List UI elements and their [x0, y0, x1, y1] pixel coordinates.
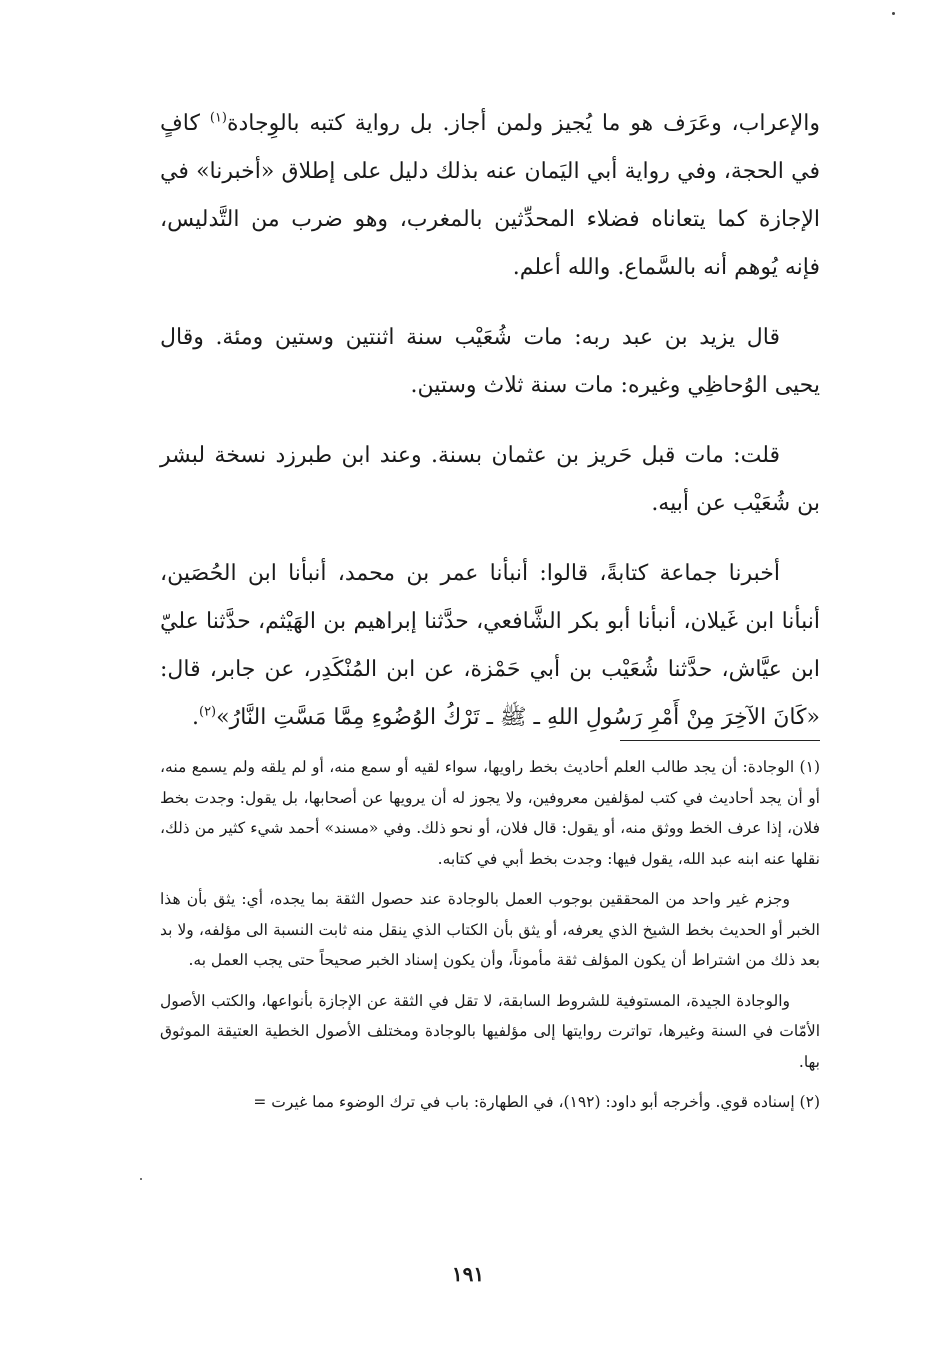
paragraph-3: [160, 432, 820, 528]
footnote-divider: [620, 740, 820, 741]
paragraph-4-text: أخبرنا جماعة كتابةً، قالوا: أنبأنا عمر بن محمد، أنبأنا ابن الحُصَين، أنبأنا ابن غَيلان، أنبأنا أبو بكر الشَّافعي، حدَّثنا إبراهيم بن الهَيْثم، حدَّثنا عليّ ابن عيَّاش، حدَّثنا شُعَيْب بن أبي حَمْزة، عن ابن المُنْكَدِر، عن جابر، قال: «كَانَ الآخِرَ مِنْ أَمْرِ رَسُولِ اللهِ ـ ﷺ ـ تَرْكُ الوُضُوءِ مِمَّا مَسَّتِ النَّارُ»: [160, 561, 820, 730]
footnote-1-continuation-b: والوجادة الجيدة، المستوفية للشروط السابقة، لا تقل في الثقة عن الإجازة بأنواعها، والكتب الأصول الأمّات في السنة وغيرها، تواترت روايتها إلى مؤلفيها بالوجادة ومختلف الأصول الخطية العتيقة الموثوق بها.: [160, 991, 821, 1071]
scan-speck: [140, 1178, 142, 1180]
footnote-ref-2[interactable]: (٢): [198, 704, 217, 720]
footnote-1-continuation-a: وجزم غير واحد من المحققين بوجوب العمل بالوجادة عند حصول الثقة بما يجده، أي: يثق بأن هذا الخبر أو الحديث بخط الشيخ الذي يعرفه، أو يثق بأن الكتاب الذي ينقل منه ثابت النسبة الى مؤلفه، ولا بد بعد ذلك من اشتراط أن يكون المؤلف ثقة مأموناً، وأن يكون إسناد الخبر صحيحاً حتى يجب العمل به.: [160, 890, 820, 969]
paragraph-1: [160, 100, 820, 292]
footnote-2: (٢) إسناده قوي. وأخرجه أبو داود: (١٩٢)، في الطهارة: باب في ترك الوضوء مما غيرت =: [253, 1093, 820, 1111]
paragraph-4-text-after: .: [191, 705, 199, 730]
paragraph-3-text: قلت: مات قبل حَريز بن عثمان بسنة. وعند ابن طبرزد نسخة لبشر بن شُعَيْب عن أبيه.: [160, 443, 820, 516]
page-number: ١٩١: [451, 1262, 485, 1286]
paragraph-4: [160, 550, 820, 742]
footnotes: [160, 752, 820, 1128]
paragraph-1-text-after: كافٍ في الحجة، وفي رواية أبي اليَمان عنه بذلك دليل على إطلاق «أخبرنا» في الإجازة كما يتعاناه فضلاء المحدِّثين بالمغرب، وهو ضرب من التَّدليس، فإنه يُوهم أنه بالسَّماع. والله أعلم.: [160, 111, 820, 280]
main-text: [160, 100, 820, 764]
scan-speck: [892, 12, 895, 15]
footnote-1: (١) الوجادة: أن يجد طالب العلم أحاديث بخط راويها، سواء لقيه أو سمع منه، أو لم يلقه ولم يسمع منه، أو أن يجد أحاديث في كتب لمؤلفين معروفين، ولا يجوز له أن يرويها عن أصحابها، بل يقول: وجدت بخط فلان، إذا عرف الخط ووثق منه، أو يقول: قال فلان، أو نحو ذلك. وفي «مسند» أحمد شيء كثير من ذلك، نقلها عنه ابنه عبد الله، يقول فيها: وجدت بخط أبي في كتابه.: [160, 758, 820, 868]
paragraph-1-text: والإعراب، وعَرَف هو ما يُجيز ولمن أجاز. بل رواية كتبه بالوِجادة: [226, 111, 821, 136]
paragraph-2: [160, 314, 820, 410]
footnote-ref-1[interactable]: (١): [209, 110, 227, 126]
paragraph-2-text: قال يزيد بن عبد ربه: مات شُعَيْب سنة اثنتين وستين ومئة. وقال يحيى الوُحاظِي وغيره: مات سنة ثلاث وستين.: [160, 325, 820, 398]
